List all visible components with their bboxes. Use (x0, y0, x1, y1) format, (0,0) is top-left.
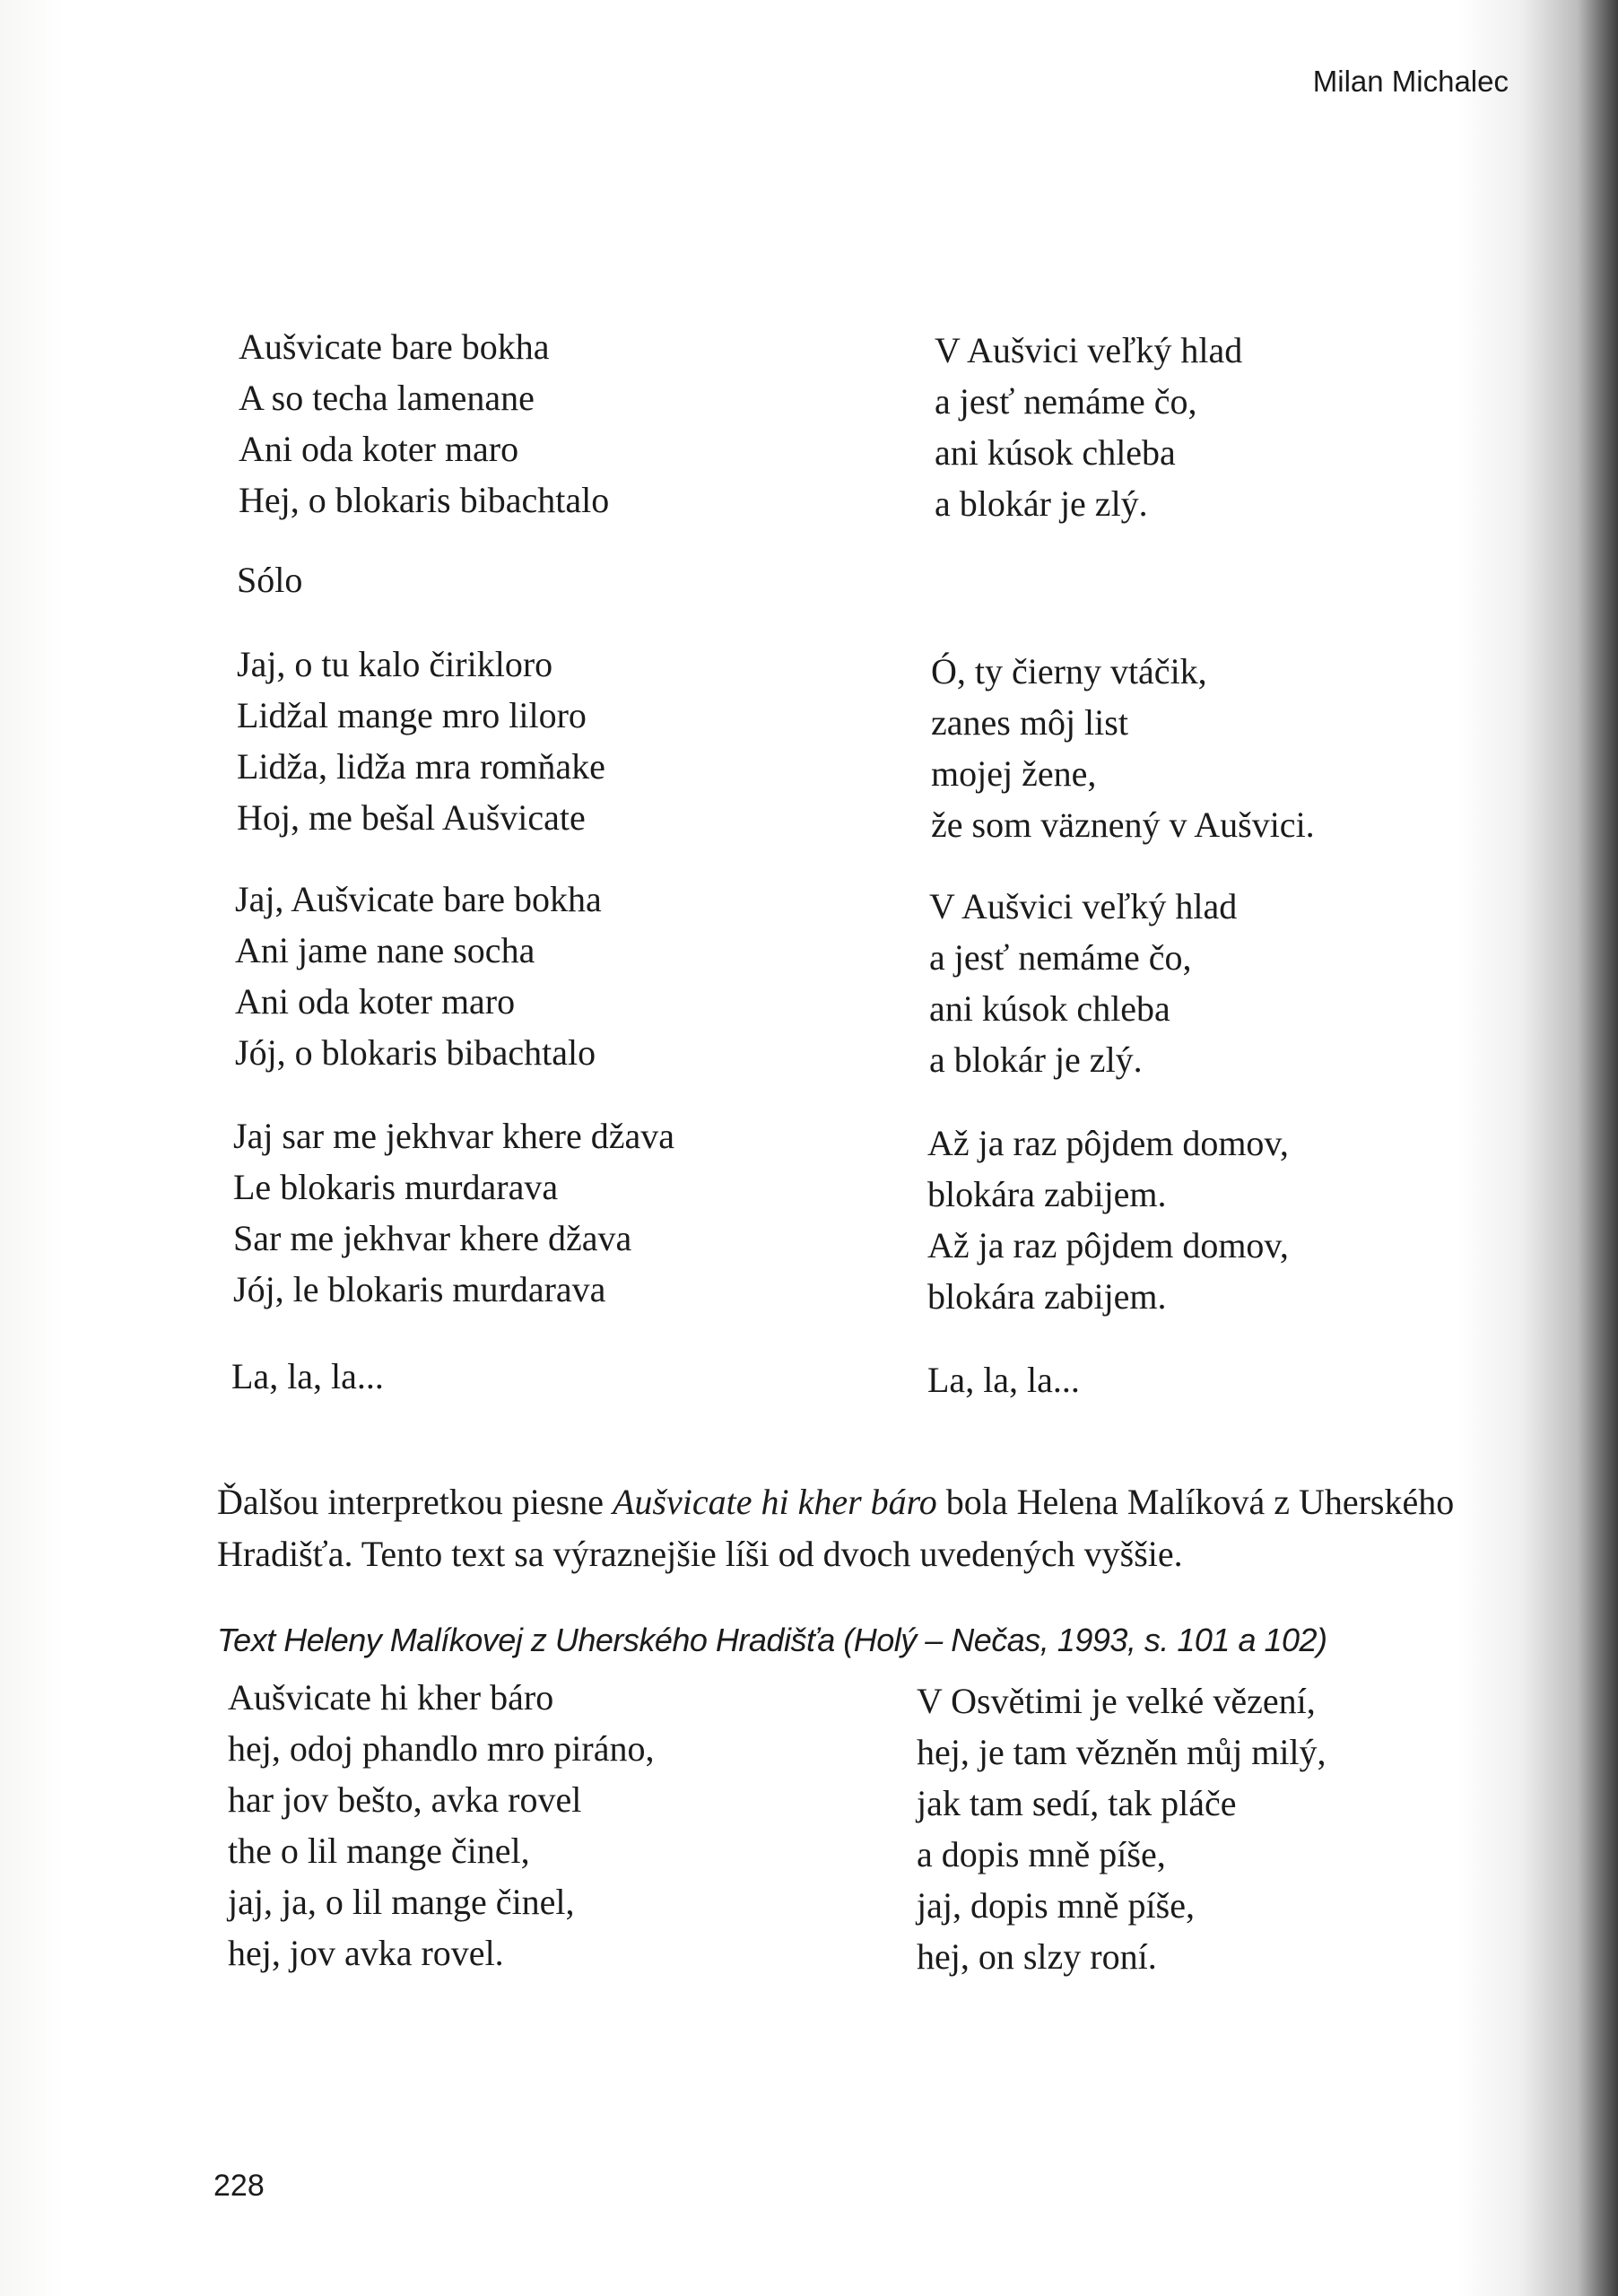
verse-line: V Aušvici veľký hlad (935, 330, 1243, 370)
verse-line: jak tam sedí, tak pláče (917, 1783, 1237, 1823)
solo-label (237, 554, 302, 605)
paragraph-text-end: bola Helena Malíková z Uherského Hradišťa. Tento text sa výraznejšie líši od dvoch uvedených vyššie. (217, 1482, 1455, 1574)
verse-line: Jaj, Aušvicate bare bokha (235, 879, 602, 919)
verse-line: the o lil mange činel, (228, 1831, 530, 1871)
verse-line: Až ja raz pôjdem domov, (927, 1123, 1289, 1163)
source-caption: Text Heleny Malíkovej z Uherského Hradišťa (Holý – Nečas, 1993, s. 101 a 102) (217, 1622, 1327, 1658)
verse-line: Ani jame nane socha (235, 930, 535, 970)
verse-line: a dopis mně píše, (917, 1834, 1166, 1874)
running-head-author: Milan Michalec (1312, 65, 1509, 98)
verse-line: ani kúsok chleba (935, 432, 1176, 473)
verse-line: že som väznený v Aušvici. (931, 804, 1315, 845)
paragraph-text-start: Ďalšou interpretkou piesne (217, 1482, 613, 1522)
song2-romani (228, 1672, 654, 1979)
verse-line: har jov bešto, avka rovel (228, 1779, 582, 1820)
verse-line: V Aušvici veľký hlad (929, 886, 1238, 926)
verse-line: hej, je tam vězněn můj milý, (917, 1732, 1327, 1772)
body-paragraph (217, 1476, 1491, 1580)
song1-romani-stanza-2 (237, 639, 605, 843)
verse-line: a blokár je zlý. (935, 483, 1148, 524)
verse-line: Lidža, lidža mra romňake (237, 746, 605, 787)
verse-line: La, la, la... (231, 1356, 384, 1396)
verse-line: mojej žene, (931, 753, 1097, 794)
verse-line: Ó, ty čierny vtáčik, (931, 651, 1207, 691)
verse-line: Aušvicate hi kher báro (228, 1677, 554, 1718)
verse-line: blokára zabijem. (927, 1276, 1167, 1317)
verse-line: Le blokaris murdarava (233, 1167, 559, 1207)
verse-line: A so techa lamenane (239, 378, 535, 418)
song2-czech (917, 1675, 1327, 1982)
verse-line: hej, jov avka rovel. (228, 1933, 504, 1973)
verse-line: Hoj, me bešal Aušvicate (237, 797, 586, 838)
paragraph-text (217, 1476, 1491, 1580)
song1-romani-stanza-3 (235, 874, 602, 1078)
song1-romani-stanza-4 (233, 1110, 674, 1315)
verse-line: La, la, la... (927, 1360, 1080, 1400)
verse-line: a blokár je zlý. (929, 1039, 1143, 1080)
verse-line: blokára zabijem. (927, 1174, 1167, 1214)
song-title-italic: Aušvicate hi kher báro (613, 1482, 937, 1522)
verse-line: Až ja raz pôjdem domov, (927, 1225, 1289, 1265)
verse-line: Ani oda koter maro (235, 981, 516, 1022)
verse-line: hej, on slzy roní. (917, 1936, 1157, 1977)
verse-line: Sar me jekhvar khere džava (233, 1218, 632, 1258)
song1-slovak-stanza-4 (927, 1118, 1289, 1322)
verse-line: hej, odoj phandlo mro piráno, (228, 1728, 655, 1769)
verse-line: jaj, ja, o lil mange činel, (228, 1882, 575, 1922)
page-number: 228 (213, 2169, 265, 2203)
verse-line: Lidžal mange mro liloro (237, 695, 587, 735)
verse-line: a jesť nemáme čo, (929, 937, 1192, 978)
verse-line: ani kúsok chleba (929, 988, 1170, 1029)
verse-line: Jój, le blokaris murdarava (233, 1269, 606, 1309)
song1-romani-refrain (231, 1351, 384, 1402)
song1-romani-stanza-1 (239, 321, 609, 526)
verse-line: Jój, o blokaris bibachtalo (235, 1032, 596, 1073)
verse-line: Hej, o blokaris bibachtalo (239, 480, 610, 520)
verse-line: Jaj sar me jekhvar khere džava (233, 1116, 674, 1156)
verse-line: Ani oda koter maro (239, 429, 519, 469)
song1-slovak-stanza-2 (931, 646, 1315, 850)
verse-line: Jaj, o tu kalo čirikloro (237, 644, 553, 684)
song1-slovak-stanza-1 (935, 325, 1242, 529)
verse-line: zanes môj list (931, 702, 1128, 743)
song1-slovak-stanza-3 (929, 881, 1237, 1085)
verse-line: a jesť nemáme čo, (935, 381, 1197, 422)
verse-line: Aušvicate bare bokha (239, 326, 550, 367)
song1-slovak-refrain (927, 1354, 1080, 1405)
solo-label-text: Sólo (237, 560, 303, 600)
verse-line: V Osvětimi je velké vězení, (917, 1681, 1316, 1721)
verse-line: jaj, dopis mně píše, (917, 1885, 1195, 1926)
